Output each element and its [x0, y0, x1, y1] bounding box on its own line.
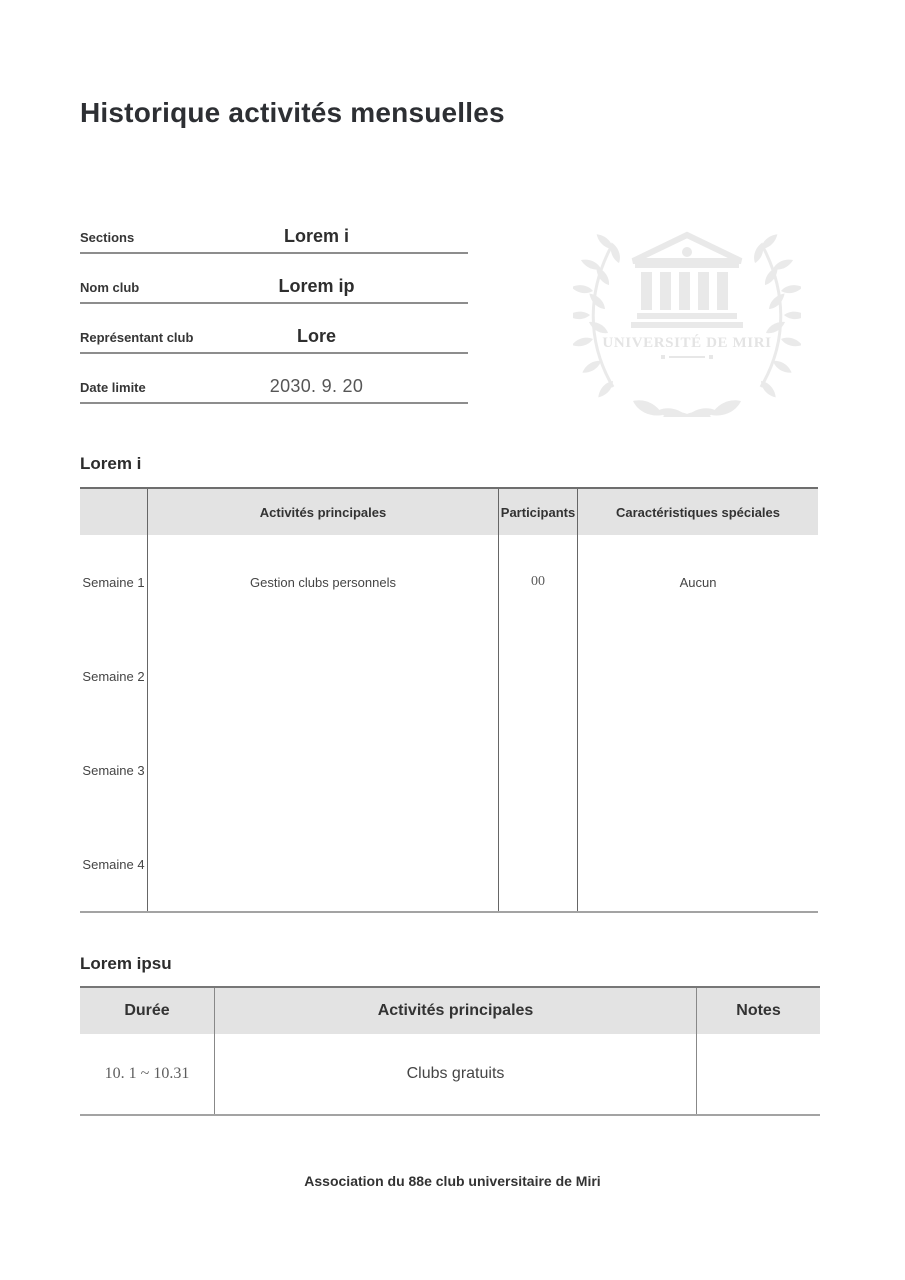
header-cell-caracteristiques: Caractéristiques spéciales — [615, 504, 781, 520]
monthly-summary-table — [80, 986, 820, 1116]
form-row-nom-club — [80, 254, 468, 304]
cell-activites — [148, 817, 499, 911]
table-header-row — [80, 988, 820, 1034]
row-label: Semaine 1 — [80, 535, 148, 629]
header-cell-activites: Activités principales — [148, 489, 499, 535]
field-value-nom-club: Lorem ip — [278, 276, 355, 296]
field-value-date-limite: 2030. 9. 20 — [269, 376, 364, 396]
cell-caracteristiques: Aucun — [679, 574, 717, 590]
header-cell-empty — [80, 489, 148, 535]
cell-notes — [697, 1034, 820, 1114]
section-heading-monthly: Lorem ipsu — [80, 954, 172, 973]
cell-activites — [148, 629, 499, 723]
field-label-date-limite: Date limite — [80, 380, 146, 395]
table-header-row — [80, 489, 818, 535]
cell-duree: 10. 1 ~ 10.31 — [80, 1034, 215, 1114]
row-label: Semaine 4 — [80, 817, 148, 911]
cell-participants — [499, 817, 578, 911]
table-row-semaine-2 — [80, 629, 818, 723]
header-cell-activites: Activités principales — [215, 988, 697, 1034]
emblem-name-text: UNIVERSITÉ DE MIRI — [602, 335, 772, 351]
table-row-semaine-3 — [80, 723, 818, 817]
form-row-date-limite — [80, 354, 468, 404]
university-emblem-watermark-icon — [573, 219, 801, 417]
field-value-representant: Lore — [296, 326, 336, 346]
section-heading-weekly: Lorem i — [80, 454, 142, 473]
temple-icon — [631, 235, 743, 328]
cell-caracteristiques — [578, 817, 818, 911]
cell-participants: 00 — [499, 535, 578, 629]
row-label: Semaine 3 — [80, 723, 148, 817]
cell-caracteristiques — [578, 723, 818, 817]
header-cell-participants: Participants — [499, 489, 578, 535]
row-label: Semaine 2 — [80, 629, 148, 723]
cell-participants — [499, 629, 578, 723]
field-label-nom-club: Nom club — [80, 280, 140, 295]
page-title: Historique activités mensuelles — [80, 97, 505, 128]
cell-activites — [148, 723, 499, 817]
form-row-sections — [80, 204, 468, 254]
form-row-representant — [80, 304, 468, 354]
field-value-sections: Lorem i — [283, 226, 349, 246]
header-cell-notes: Notes — [736, 1002, 781, 1019]
emblem-banner-icon — [661, 355, 713, 359]
cell-activites: Clubs gratuits — [215, 1034, 697, 1114]
table-row-semaine-4 — [80, 817, 818, 911]
table-row-semaine-1 — [80, 535, 818, 629]
cell-caracteristiques — [578, 629, 818, 723]
field-label-representant: Représentant club — [80, 330, 194, 345]
cell-activites: Gestion clubs personnels — [148, 535, 499, 629]
association-footer: Association du 88e club universitaire de Miri — [304, 1173, 601, 1189]
weekly-activities-table — [80, 487, 818, 913]
field-label-sections: Sections — [80, 230, 135, 245]
cell-participants — [499, 723, 578, 817]
header-cell-duree: Durée — [80, 988, 215, 1034]
club-info-form — [80, 204, 468, 404]
table-row-october — [80, 1034, 820, 1114]
